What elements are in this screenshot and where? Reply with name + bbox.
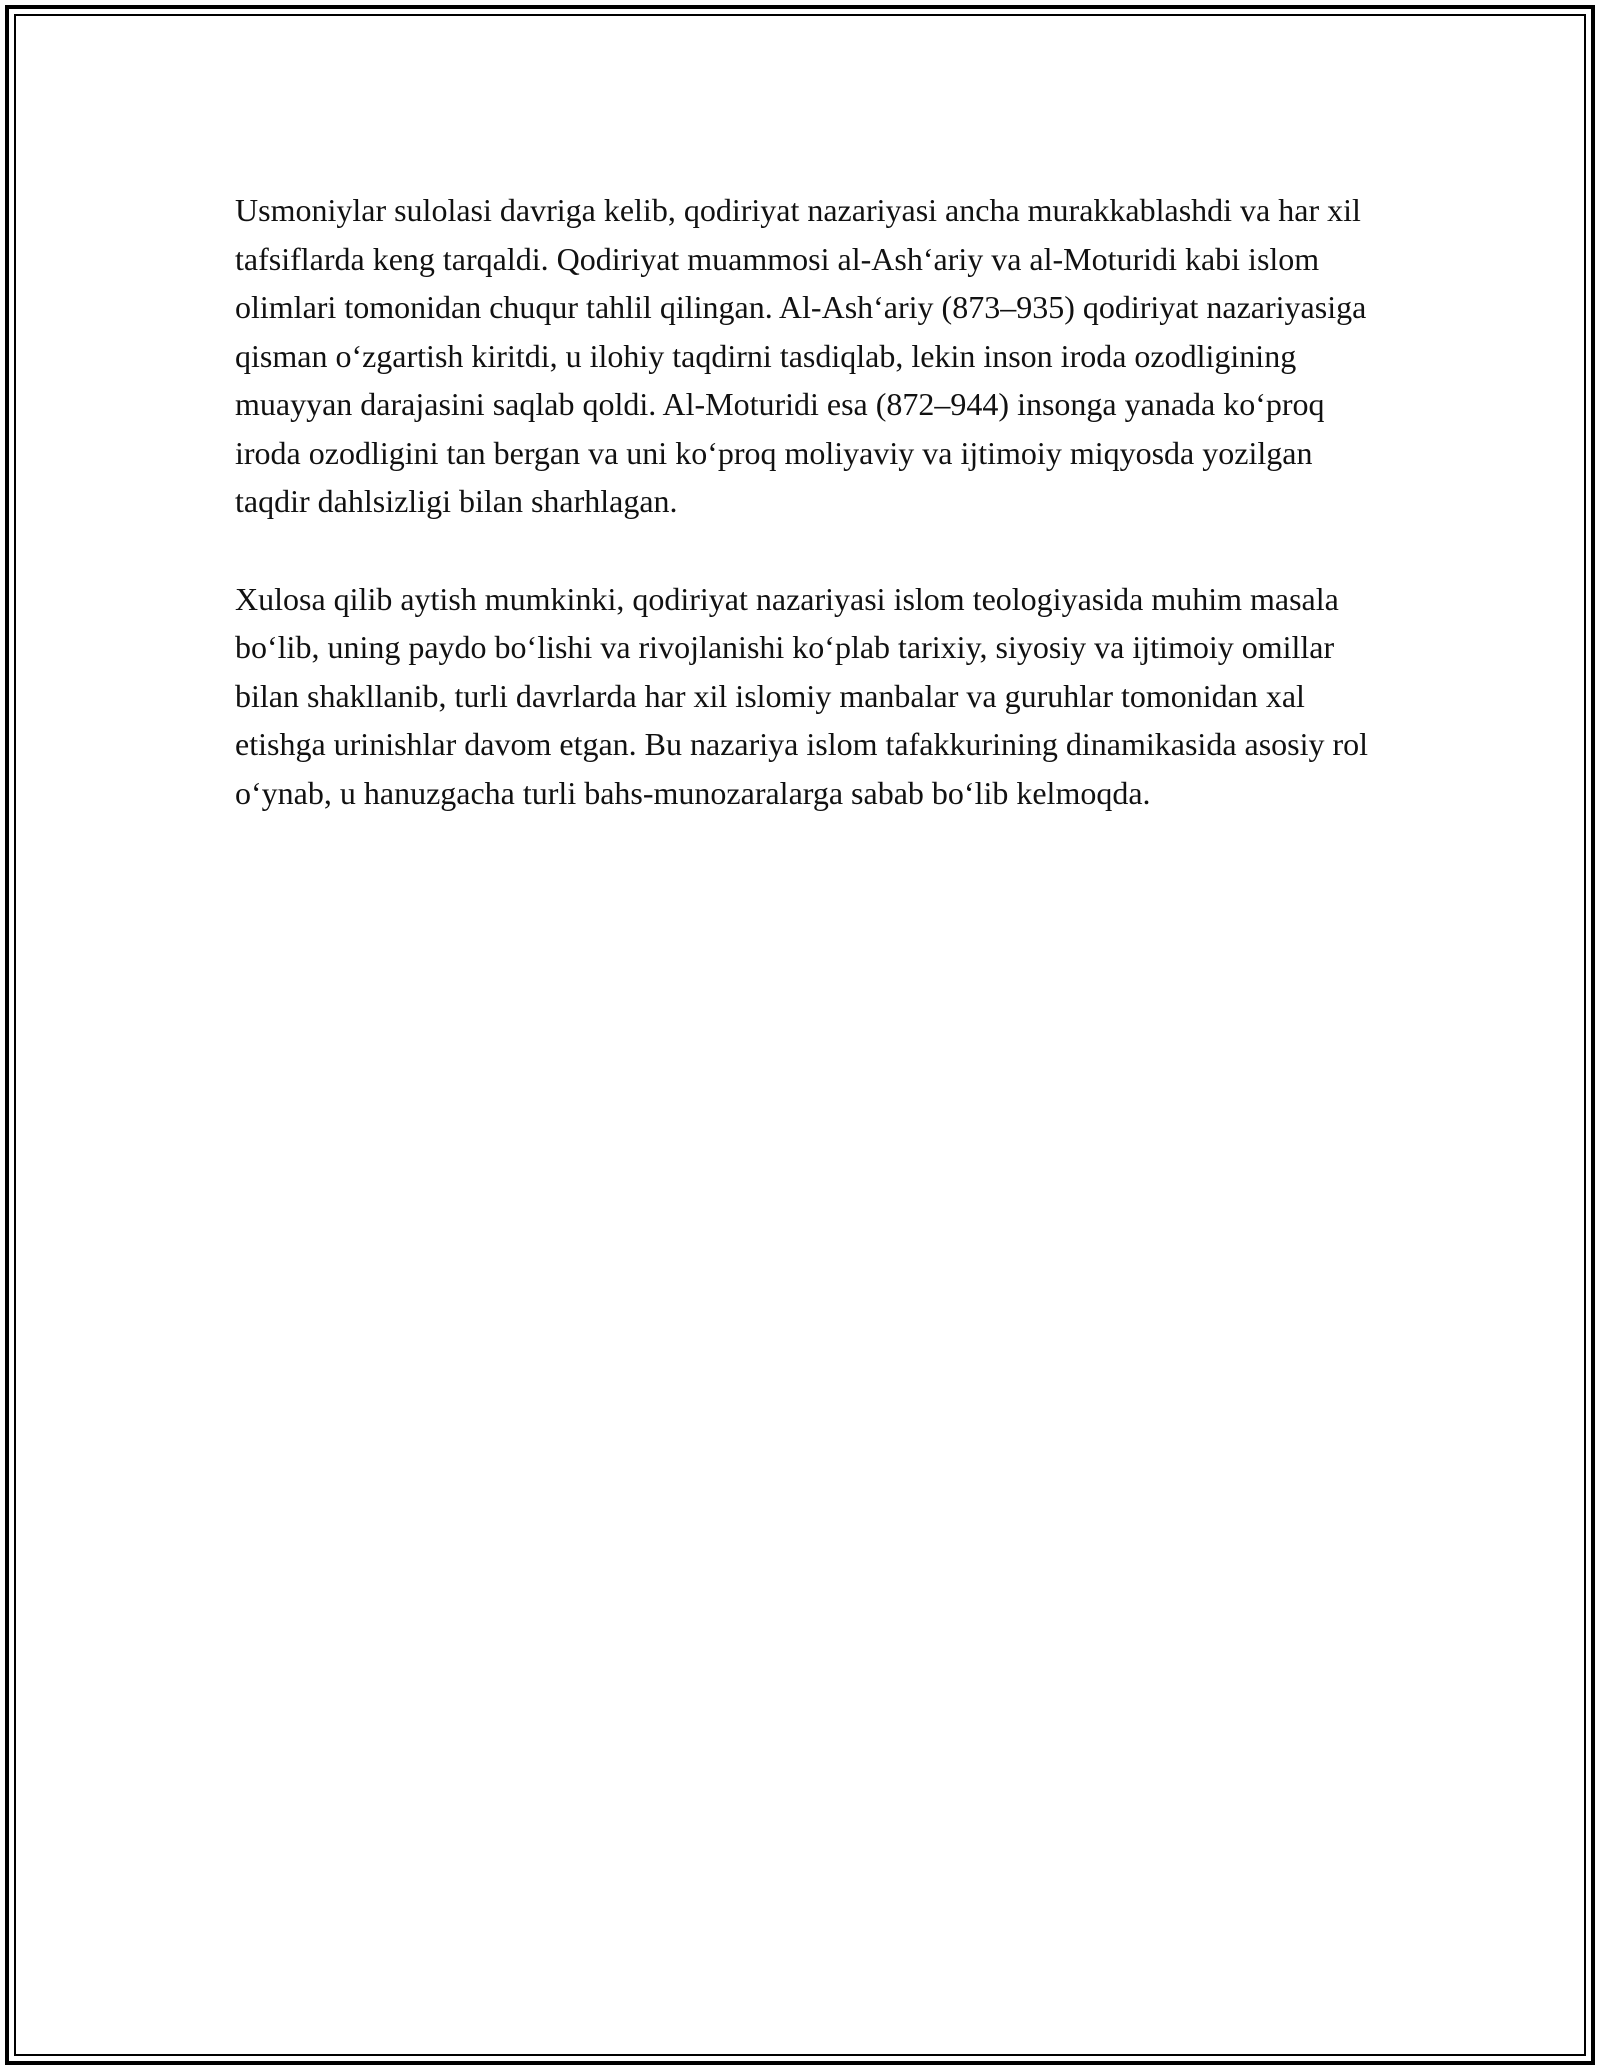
document-body [235,186,1375,817]
paragraph-2: Xulosa qilib aytish mumkinki, qodiriyat nazariyasi islom teologiyasida muhim masala bo‘lib, uning paydo bo‘lishi va rivojlanishi ko‘plab tarixiy, siyosiy va ijtimoiy omillar bilan shakllanib, turli davrlarda har xil islomiy manbalar va guruhlar tomonidan xal etishga urinishlar davom etgan. Bu nazariya islom tafakkurining dinamikasida asosiy rol o‘ynab, u hanuzgacha turli bahs-munozaralarga sabab bo‘lib kelmoqda. [235,580,1369,811]
paragraph-1: Usmoniylar sulolasi davriga kelib, qodiriyat nazariyasi ancha murakkablashdi va har xil tafsiflarda keng tarqaldi. Qodiriyat muammosi al-Ash‘ariy va al-Moturidi kabi islom olimlari tomonidan chuqur tahlil qilingan. Al-Ash‘ariy (873–935) qodiriyat nazariyasiga qisman o‘zgartish kiritdi, u ilohiy taqdirni tasdiqlab, lekin inson iroda ozodligining muayyan darajasini saqlab qoldi. Al-Moturidi esa (872–944) insonga yanada ko‘proq iroda ozodligini tan bergan va uni ko‘proq moliyaviy va ijtimoiy miqyosda yozilgan taqdir dahlsizligi bilan sharhlagan. [235,192,1367,519]
